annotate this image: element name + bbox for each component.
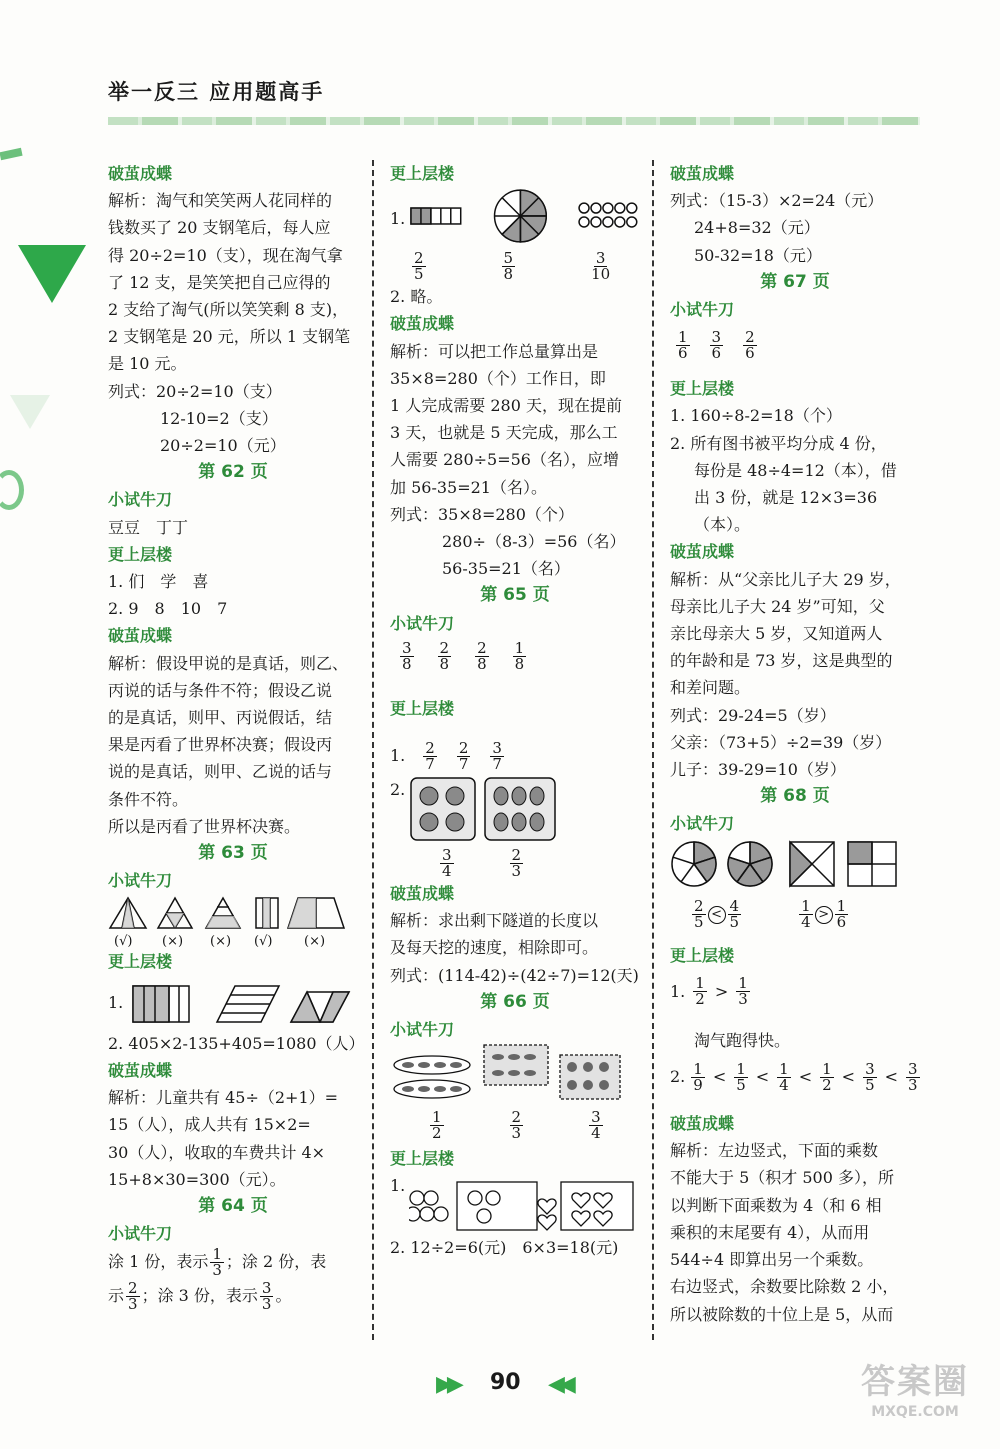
fraction: 1 3 (738, 974, 748, 1009)
text-line: 2 支给了淘气(所以笑笑剩 8 支)， (108, 300, 349, 320)
section-heading: 破茧成蝶 (108, 164, 173, 183)
decor-triangle-light (10, 395, 50, 429)
section-heading: 更上层楼 (390, 164, 455, 183)
section-heading: 破茧成蝶 (670, 542, 735, 562)
text-line: 15+8×30=300（元）。 (108, 1169, 286, 1189)
text-line: 及每天挖的速度，相除即可。 (390, 938, 599, 958)
section-heading: 小试牛刀 (670, 814, 735, 834)
item-number: 2. (670, 1067, 686, 1087)
section-heading: 更上层楼 (670, 945, 735, 965)
page-marker: 第 62 页 (198, 462, 268, 483)
section-heading: 小试牛刀 (670, 300, 735, 320)
fraction: 2 5 (414, 248, 424, 283)
fraction: 1 5 (736, 1059, 746, 1094)
section-heading: 小试牛刀 (390, 613, 455, 633)
header-rule (108, 117, 920, 125)
item-number: 2. (390, 780, 406, 800)
fraction: 1 4 (779, 1059, 789, 1094)
text-line: 所以被除数的十位上是 5，从而 (670, 1304, 894, 1324)
compare-pair (797, 899, 850, 930)
fraction: 3 5 (865, 1059, 875, 1094)
text-line: 钱数买了 20 支钢笔后，每人应 (108, 218, 331, 238)
section-heading: 小试牛刀 (108, 871, 173, 891)
fraction-row (390, 637, 640, 677)
answer-line: 淘气跑得快。 (694, 1030, 791, 1050)
text-line: 以判断下面乘数为 4（和 6 相 (670, 1195, 882, 1215)
answer-line: 2. 405×2-135+405=1080（人） (108, 1033, 365, 1053)
fraction: 2 7 (425, 738, 435, 773)
text-line: 2 支钢笔是 20 元，所以 1 支钢笔 (108, 327, 351, 347)
text-line: 乘积的末尾要有 4），从而用 (670, 1222, 870, 1242)
formula-line: 列式：（15-3）×2=24（元） (670, 191, 884, 211)
watermark-text: 答案圈 (861, 1362, 969, 1402)
answer-line: 2. 9 8 10 7 (108, 599, 228, 619)
text-line: 右边竖式，余数要比除数 2 小， (670, 1277, 899, 1297)
text-line: 果是丙看了世界杯决赛；假设丙 (108, 735, 333, 755)
compare-sign: < (884, 1067, 899, 1087)
fraction: 1 9 (693, 1059, 703, 1094)
text-line: 的年龄和是 73 岁，这是典型的 (670, 651, 893, 671)
fraction: 3 4 (442, 845, 452, 880)
text-line: 说的是真话，则甲、乙说的话与 (108, 762, 333, 782)
compare-sign: > (714, 982, 729, 1002)
text-fragment: ；涂 3 份，表示 (141, 1286, 258, 1306)
text-line: 的是真话，则甲、丙说假话，结 (108, 708, 333, 728)
formula-line: 50-32=18（元） (694, 245, 822, 265)
fraction: 2 7 (458, 738, 469, 773)
answer-line: 1. 160÷8-2=18（个） (670, 406, 842, 426)
judge-mark: (×) (162, 934, 184, 949)
formula-line: 12-10=2（支） (160, 408, 278, 428)
text-line: 所以是丙看了世界杯决赛。 (108, 816, 301, 836)
page-marker: 第 67 页 (760, 271, 830, 292)
smiley-heart-figure (390, 1172, 640, 1234)
fraction: 3 6 (711, 327, 722, 362)
section-heading: 小试牛刀 (108, 1224, 173, 1244)
page-marker: 第 66 页 (480, 991, 550, 1012)
section-heading: 小试牛刀 (108, 490, 173, 510)
section-heading: 破茧成蝶 (108, 1060, 173, 1080)
fraction: 5 8 (503, 248, 514, 283)
section-heading: 更上层楼 (108, 952, 173, 972)
text-fragment: 。 (275, 1286, 292, 1306)
text-line: 35×8=280（个）工作日，即 (390, 368, 606, 388)
item-number: 1. (108, 993, 124, 1013)
formula-line: 儿子：39-29=10（岁） (670, 760, 846, 780)
text-line: 丙说的话与条件不符；假设乙说 (108, 680, 333, 700)
fraction-shapes (670, 838, 920, 894)
section-heading: 更上层楼 (390, 698, 455, 718)
fraction: 2 8 (477, 639, 487, 674)
section-heading: 破茧成蝶 (670, 1114, 735, 1134)
judge-mark: (×) (210, 934, 232, 949)
judge-mark: (√) (254, 934, 273, 949)
answer-line: 1. 们 学 喜 (108, 572, 209, 592)
section-heading: 破茧成蝶 (108, 626, 173, 646)
fraction: 3 8 (402, 639, 412, 674)
fraction: $\frac{2}{3}$ (128, 1279, 138, 1314)
item-number: 1. (390, 208, 406, 228)
fraction-row (670, 323, 920, 367)
column-3 (670, 160, 920, 1328)
fraction: 3 7 (492, 738, 502, 773)
fraction: $\frac{1}{3}$ (212, 1245, 222, 1280)
text-fragment: ；涂 2 份，表 (225, 1252, 327, 1272)
answer-line: 豆豆 丁丁 (108, 517, 189, 537)
compare-pair (690, 899, 743, 930)
answer-line: 2. 12÷2=6(元) 6×3=18(元) (390, 1238, 619, 1258)
text-line: 解析：左边竖式，下面的乘数 (670, 1141, 879, 1161)
fraction: $\frac{2}{5}$ (694, 897, 704, 932)
text-line: 得 20÷2=10（支），现在淘气拿 (108, 245, 343, 265)
text-line: 了 12 支，是笑笑把自己应得的 (108, 272, 331, 292)
formula-line: 280÷（8-3）=56（名） (442, 532, 626, 552)
compare-sign: < (798, 1067, 813, 1087)
section-heading: 破茧成蝶 (670, 164, 735, 183)
column-divider (372, 160, 374, 1340)
page-marker: 第 68 页 (760, 786, 830, 807)
prev-arrows-icon: ◀◀ (548, 1372, 570, 1397)
text-line: 母亲比儿子大 24 岁”可知，父 (670, 596, 885, 616)
fraction: 1 2 (432, 1107, 442, 1142)
fraction: $\frac{1}{6}$ (836, 897, 847, 932)
text-line: 加 56-35=21（名）。 (390, 477, 547, 497)
fraction: 1 6 (678, 327, 688, 362)
text-line: 人需要 280÷5=56（名），应增 (390, 450, 619, 470)
formula-line: 24+8=32（元） (694, 218, 820, 238)
answer-line: 出 3 份，就是 12×3=36（本）。 (694, 488, 878, 535)
page-header-title: 举一反三 应用题高手 (108, 80, 325, 104)
fraction: $\frac{4}{5}$ (729, 897, 740, 932)
triangle-figures (108, 894, 358, 948)
text-line: 亲比母亲大 5 岁，又知道两人 (670, 624, 883, 644)
item-number: 1. (390, 746, 406, 766)
fraction: 3 3 (908, 1059, 918, 1094)
judge-mark: (×) (304, 934, 326, 949)
page-marker: 第 65 页 (480, 585, 550, 606)
watermark-logo (840, 1360, 990, 1440)
text-line: 解析：求出剩下隧道的长度以 (390, 911, 599, 931)
text-line: 15（人），成人共有 15×2= (108, 1115, 311, 1135)
fraction-row (390, 846, 640, 880)
fraction: $\frac{1}{4}$ (801, 897, 811, 932)
section-heading: 小试牛刀 (390, 1020, 455, 1040)
decor-triangle (18, 245, 86, 303)
compare-sign: > (815, 906, 833, 924)
watermark-url: MXQE.COM (871, 1404, 959, 1420)
answer-line: 2. 略。 (390, 287, 443, 307)
fraction: 3 4 (591, 1107, 601, 1142)
page-number: 90 (490, 1370, 521, 1395)
compare-row (670, 894, 920, 936)
fraction-row (390, 736, 640, 776)
text-line: 30（人），收取的车费共计 4× (108, 1142, 326, 1162)
fraction: 2 3 (511, 845, 522, 880)
text-line: 544÷4 即算出另一个乘数。 (670, 1250, 874, 1270)
fraction: 2 3 (511, 1107, 522, 1142)
text-line: 条件不符。 (108, 789, 189, 809)
text-line: 3 天，也就是 5 天完成，那么工 (390, 423, 618, 443)
compare-sign: < (841, 1067, 856, 1087)
fraction: 1 2 (695, 974, 705, 1009)
text-line: 是 10 元。 (108, 354, 187, 374)
fraction: $\frac{3}{3}$ (261, 1279, 272, 1314)
formula-line: 列式：20÷2=10（支） (108, 381, 282, 401)
fish-figure (390, 1043, 640, 1105)
page-marker: 第 64 页 (198, 1195, 268, 1216)
answer-line: 2. 所有图书被平均分成 4 份， (670, 433, 887, 453)
text-line: 解析：从“父亲比儿子大 29 岁， (670, 569, 901, 589)
decor-arc (0, 470, 24, 510)
text-line: 解析：儿童共有 45÷（2+1）= (108, 1088, 339, 1108)
column-2 (390, 160, 640, 1262)
section-heading: 更上层楼 (390, 1149, 455, 1169)
next-arrows-icon: ▶▶ (436, 1372, 458, 1397)
fraction-row (390, 1105, 640, 1145)
formula-line: 父亲：（73+5）÷2=39（岁） (670, 732, 892, 752)
section-heading: 更上层楼 (670, 379, 735, 399)
compare-sign: < (712, 1067, 727, 1087)
item-number: 1. (390, 1176, 406, 1196)
answer-line: 每份是 48÷4=12（本），借 (694, 460, 897, 480)
fraction: 1 2 (822, 1059, 832, 1094)
formula-line: 列式：35×8=280（个） (390, 504, 574, 524)
fraction: 2 6 (745, 327, 755, 362)
column-1 (108, 160, 365, 1315)
compare-sign: < (755, 1067, 770, 1087)
shape-figures (108, 976, 358, 1030)
order-row (670, 1054, 920, 1100)
text-line: 解析：淘气和笑笑两人花同样的 (108, 191, 333, 211)
fruit-figure (390, 776, 640, 846)
judge-mark: (√) (114, 934, 133, 949)
column-divider (652, 160, 654, 1340)
formula-line: 列式：29-24=5（岁） (670, 705, 836, 725)
section-heading: 破茧成蝶 (390, 314, 455, 334)
text-line: 和差问题。 (670, 678, 751, 698)
fraction-row (390, 249, 640, 283)
fraction: 2 8 (439, 639, 450, 674)
formula-line: 20÷2=10（元） (160, 436, 286, 456)
fraction-figures (390, 187, 640, 249)
fraction: 3 10 (591, 248, 611, 283)
page-marker: 第 63 页 (198, 843, 268, 864)
text-line: 1 人完成需要 280 天，现在提前 (390, 396, 622, 416)
answer-line (108, 1247, 358, 1281)
text-line: 解析：假设甲说的是真话，则乙、 (108, 653, 349, 673)
formula-line: 56-35=21（名） (442, 559, 570, 579)
answer-line (108, 1281, 358, 1315)
compare-row (670, 969, 920, 1015)
compare-sign: < (708, 906, 726, 924)
text-fragment: 涂 1 份，表示 (108, 1252, 209, 1272)
text-line: 不能大于 5（积才 500 多），所 (670, 1168, 894, 1188)
text-fragment: 示 (108, 1286, 125, 1306)
fraction: 1 8 (514, 639, 525, 674)
section-heading: 更上层楼 (108, 544, 173, 564)
text-line: 解析：可以把工作总量算出是 (390, 341, 599, 361)
item-number: 1. (670, 982, 686, 1002)
decor-bar (0, 148, 23, 160)
section-heading: 破茧成蝶 (390, 884, 455, 904)
formula-line: 列式：(114-42)÷(42÷7)=12(天) (390, 965, 639, 985)
